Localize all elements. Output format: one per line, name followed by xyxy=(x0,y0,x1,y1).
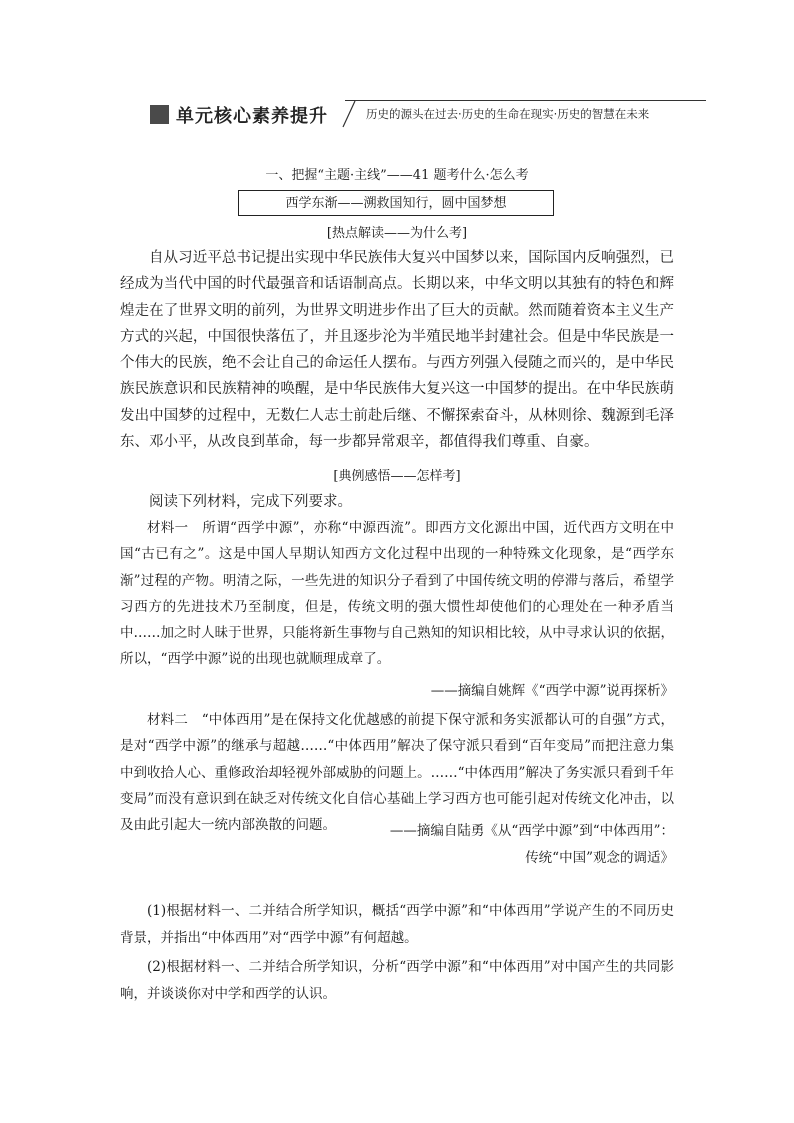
instruction-text: 阅读下列材料，完成下列要求。 xyxy=(149,494,352,510)
header-rule xyxy=(345,100,706,101)
case-heading: [典例感悟——怎样考] xyxy=(333,469,461,484)
unit-title: 单元核心素养提升 xyxy=(176,106,328,127)
material-two: 材料二 “中体西用”是在保持文化优越感的前提下保守派和务实派都认可的自强”方式，是对“西学中源”的继承与超越……“中体西用”解决了保守派只看到“百年变局”而把注意力集中到收拾人心、重修政治却轻视外部威胁的问题上。……“中体西用”解决了务实派只看到千年变局”而没有意识到在缺乏对传统文化自信心基础上学习西方也可能引起对传统文化冲击，以及由此引起大一统内部涣散的问题。 xyxy=(120,712,674,834)
header-square-icon xyxy=(150,105,169,124)
material-two-source-line1: ——摘编自陆勇《从“西学中源”到“中体西用”： xyxy=(389,823,674,839)
header-slash-icon xyxy=(341,100,357,128)
section-title: 一、把握“主题·主线”——41 题考什么·怎么考 xyxy=(265,168,529,183)
question-two: (2)根据材料一、二并结合所学知识，分析“西学中源”和“中体西用”对中国产生的共同影响，并谈谈你对中学和西学的认识。 xyxy=(120,959,674,1002)
topic-box: 西学东渐——溯救国知行，圆中国梦想 xyxy=(238,190,554,216)
material-two-source-line2: 传统“中国”观念的调适》 xyxy=(525,850,674,866)
question-one: (1)根据材料一、二并结合所学知识，概括“西学中源”和“中体西用”学说产生的不同历史背景，并指出“中体西用”对“西学中源”有何超越。 xyxy=(120,903,674,946)
material-one-source: ——摘编自姚辉《“西学中源”说再探析》 xyxy=(430,683,674,699)
unit-header xyxy=(150,98,706,130)
hot-paragraph: 自从习近平总书记提出实现中华民族伟大复兴中国梦以来，国际国内反响强烈，已经成为当代中国的时代最强音和话语制高点。长期以来，中华文明以其独有的特色和辉煌走在了世界文明的前列，为世界文明进步作出了巨大的贡献。然而随着资本主义生产方式的兴起，中国很快落伍了，并且逐步沦为半殖民地半封建社会。但是中华民族是一个伟大的民族，绝不会让自己的命运任人摆布。与西方列强入侵随之而兴的，是中华民族民族意识和民族精神的唤醒，是中华民族伟大复兴这一中国梦的提出。在中华民族萌发出中国梦的过程中，无数仁人志士前赴后继、不懈探索奋斗，从林则徐、魏源到毛泽东、邓小平，从改良到革命，每一步都异常艰辛，都值得我们尊重、自豪。 xyxy=(120,250,674,451)
material-one: 材料一 所谓“西学中源”，亦称“中源西流”。即西方文化源出中国，近代西方文明在中国“古已有之”。这是中国人早期认知西方文化过程中出现的一种特殊文化现象，是“西学东渐”过程的产物。明清之际，一些先进的知识分子看到了中国传统文明的停滞与落后，希望学习西方的先进技术乃至制度，但是，传统文明的强大惯性却使他们的心理处在一种矛盾当中……加之时人昧于世界，只能将新生事物与自己熟知的知识相比较，从中寻求认识的依据，所以，“西学中源”说的出现也就顺理成章了。 xyxy=(120,520,674,668)
hot-heading: [热点解读——为什么考] xyxy=(326,226,468,241)
unit-slogan: 历史的源头在过去·历史的生命在现实·历史的智慧在未来 xyxy=(366,107,650,121)
